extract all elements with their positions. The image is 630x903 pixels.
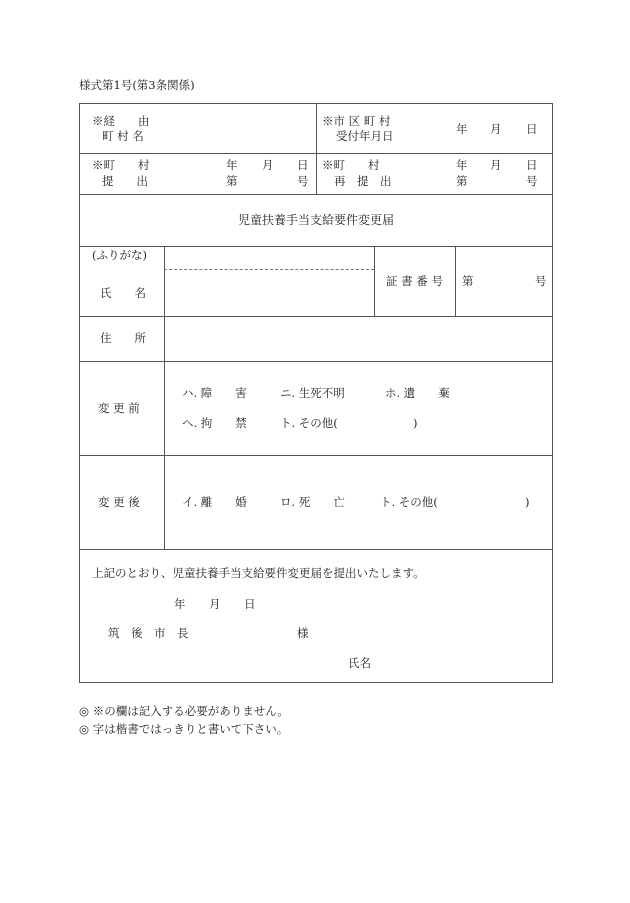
note-1: ◎ ※の欄は記入する必要がありません。 [79,704,289,718]
saiteishutsu-go: 号 [526,174,538,188]
uketsuke-month: 月 [490,122,502,136]
after-label: 変 更 後 [98,495,140,509]
before-option-to[interactable]: ト. その他( [280,416,338,430]
after-option-to-close: ) [525,495,530,509]
teishutsu-day: 日 [297,158,309,172]
declaration-year: 年 [174,597,186,611]
cert-number-label: 証 書 番 号 [386,274,443,288]
keiyu-sublabel: 町 村 名 [102,129,144,143]
furigana-label: (ふりがな) [92,248,147,262]
saiteishutsu-year: 年 [456,158,468,172]
keiyu-label: ※経 由 [92,114,150,128]
saiteishutsu-sublabel: 再 提 出 [334,174,392,188]
name-label: 氏 名 [100,286,146,300]
name-input[interactable] [166,272,372,314]
column-divider [316,103,317,194]
cert-number-dai: 第 [462,274,474,288]
cert-number-go: 号 [535,274,547,288]
teishutsu-month: 月 [262,158,274,172]
signature-label: 氏名 [348,656,371,670]
teishutsu-year: 年 [226,158,238,172]
declaration-day: 日 [244,597,256,611]
teishutsu-dai: 第 [226,174,238,188]
row-divider [79,194,553,195]
row-divider [79,455,553,456]
before-option-ha[interactable]: ハ. 障 害 [182,386,247,400]
before-label: 変 更 前 [98,401,140,415]
row-divider [79,246,553,247]
uketsuke-sublabel: 受付年月日 [336,129,394,143]
signature-input[interactable] [378,652,548,676]
saiteishutsu-day: 日 [526,158,538,172]
sama-label: 様 [297,626,309,640]
after-option-ro[interactable]: ロ. 死 亡 [280,495,345,509]
declaration-month: 月 [209,597,221,611]
teishutsu-go: 号 [297,174,309,188]
after-option-to[interactable]: ト. その他( [380,495,438,509]
furigana-divider [164,269,374,270]
saiteishutsu-dai: 第 [456,174,468,188]
uketsuke-year: 年 [456,122,468,136]
form-number-label: 様式第1号(第3条関係) [79,78,195,92]
row-divider [79,549,553,550]
teishutsu-label: ※町 村 [92,158,150,172]
form-title: 児童扶養手当支給要件変更届 [237,213,394,227]
column-divider [164,246,165,549]
column-divider [455,246,456,316]
address-input[interactable] [166,318,551,359]
declaration-text: 上記のとおり、児童扶養手当支給要件変更届を提出いたします。 [92,566,425,580]
saiteishutsu-month: 月 [490,158,502,172]
before-option-ni[interactable]: ニ. 生死不明 [280,386,345,400]
after-option-i[interactable]: イ. 離 婚 [182,495,247,509]
before-option-he[interactable]: ヘ. 拘 禁 [182,416,247,430]
before-option-to-close: ) [413,416,418,430]
column-divider [374,246,375,316]
saiteishutsu-label: ※町 村 [322,158,380,172]
row-divider [79,316,553,317]
cert-number-input[interactable] [478,270,532,292]
row-divider [79,361,553,362]
address-label: 住 所 [100,331,146,345]
furigana-input[interactable] [166,251,372,267]
note-2: ◎ 字は楷書ではっきりと書いて下さい。 [79,722,289,736]
before-option-ho[interactable]: ホ. 遺 棄 [385,386,450,400]
uketsuke-label: ※市 区 町 村 [322,114,391,128]
uketsuke-day: 日 [526,122,538,136]
mayor-label: 筑 後 市 長 [108,626,189,640]
teishutsu-sublabel: 提 出 [102,174,148,188]
